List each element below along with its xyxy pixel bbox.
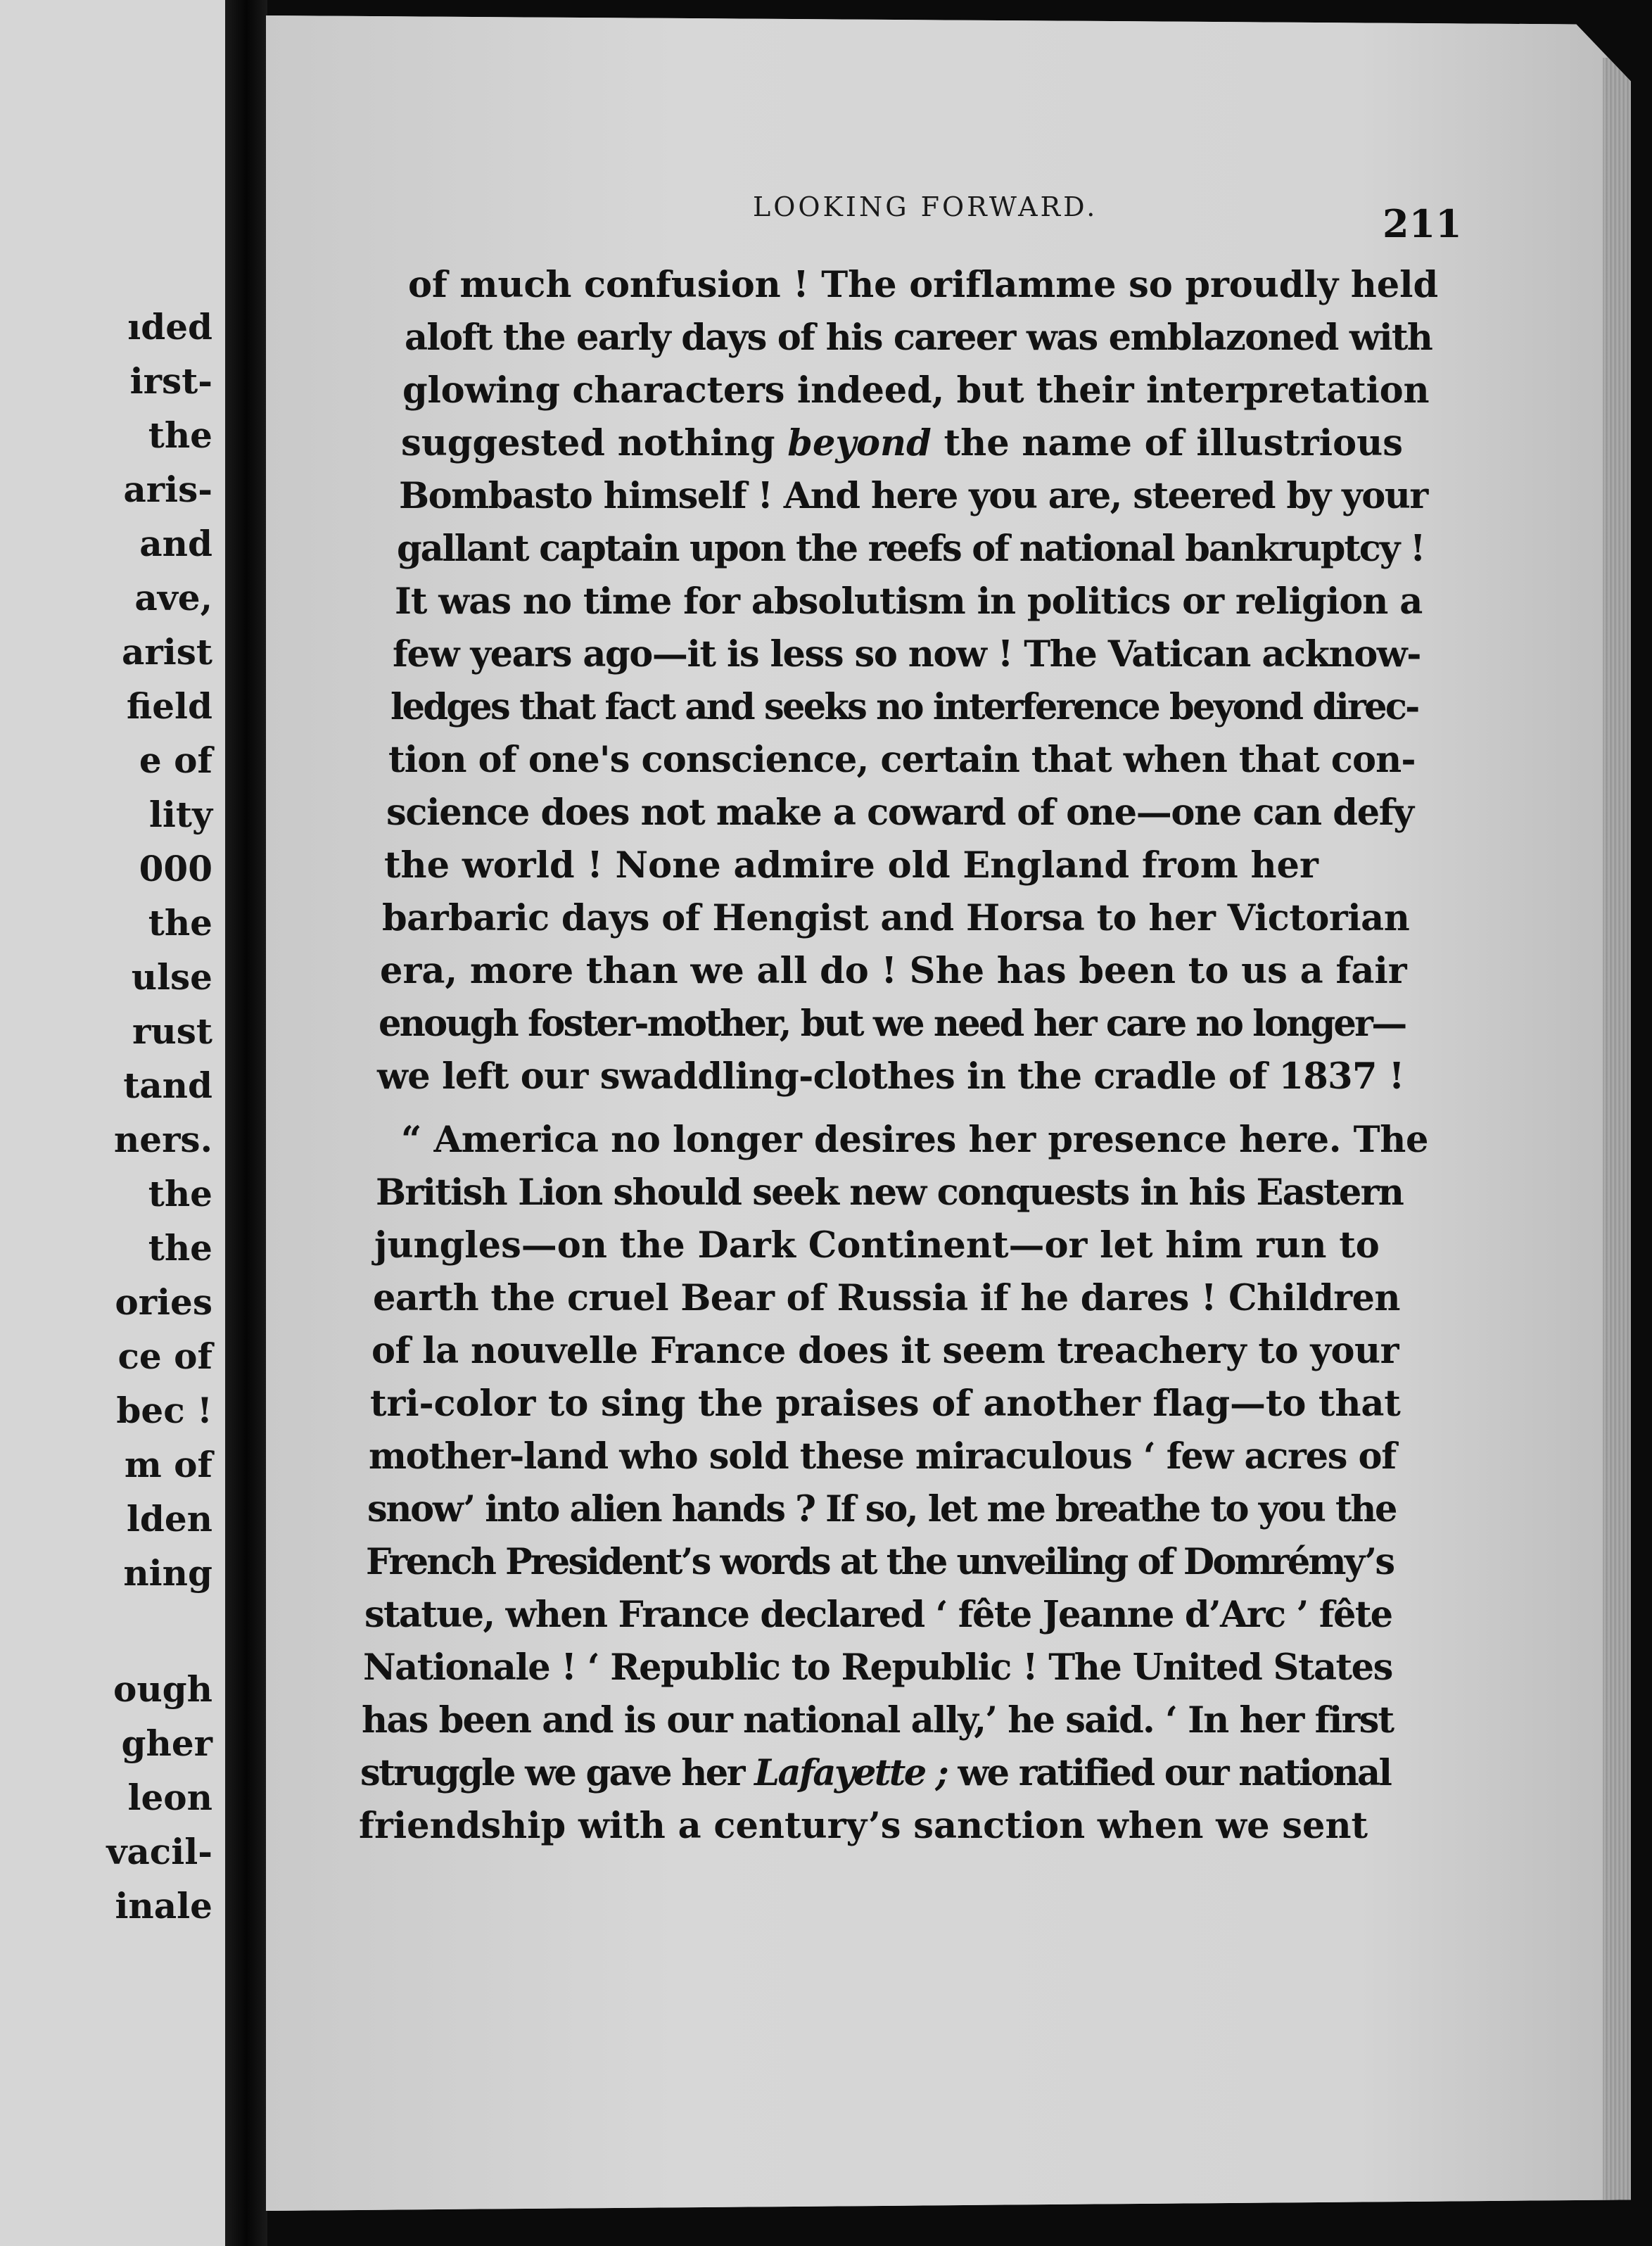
left-line: arist <box>122 631 212 673</box>
left-line: ners. <box>113 1119 212 1160</box>
left-line: irst- <box>129 360 212 402</box>
text-line: Bombasto himself ! And here you are, steered by your <box>399 475 1428 517</box>
left-line: the <box>148 414 212 456</box>
left-line: ulse <box>131 956 212 998</box>
text-line: glowing characters indeed, but their interpretation <box>402 369 1430 412</box>
left-line: the <box>148 1227 212 1269</box>
text-line: aloft the early days of his career was emblazoned with <box>405 317 1432 359</box>
left-line: ning <box>123 1552 212 1594</box>
left-line: ıded <box>127 306 212 348</box>
text-line: friendship with a century’s sanction when we sent <box>359 1805 1368 1847</box>
left-line: m of <box>124 1444 212 1485</box>
text-run: we ratified our national <box>947 1752 1391 1794</box>
left-line: tand <box>123 1065 212 1106</box>
text-line: of la nouvelle France does it seem treachery to your <box>371 1330 1399 1372</box>
text-line: earth the cruel Bear of Russia if he dares ! Children <box>373 1277 1400 1319</box>
left-line: gher <box>121 1722 212 1764</box>
left-line: lden <box>126 1498 212 1540</box>
text-line <box>360 1752 1391 1794</box>
text-line: Nationale ! ‘ Republic to Republic ! The United States <box>363 1647 1392 1689</box>
text-line: science does not make a coward of one—one can defy <box>386 792 1413 834</box>
text-line: British Lion should seek new conquests in his Eastern <box>376 1172 1404 1214</box>
text-line: “ America no longer desires her presence here. The <box>401 1119 1429 1161</box>
left-line: ories <box>115 1281 212 1323</box>
text-run: suggested nothing <box>401 422 788 464</box>
left-line: field <box>126 685 212 727</box>
left-line: the <box>148 1173 212 1214</box>
left-line: 000 <box>139 848 212 889</box>
text-line: gallant captain upon the reefs of national bankruptcy ! <box>397 528 1425 570</box>
left-line: rust <box>132 1010 212 1052</box>
text-line: French President’s words at the unveiling of Domrémy’s <box>366 1541 1394 1583</box>
left-line: the <box>148 902 212 944</box>
text-line: of much confusion ! The oriflamme so proudly held <box>408 264 1439 306</box>
previous-page-fragment <box>0 0 225 2246</box>
text-line <box>401 422 1403 464</box>
left-line: aris- <box>123 469 212 510</box>
left-line: ce of <box>117 1335 212 1377</box>
text-line: jungles—on the Dark Continent—or let him run to <box>374 1224 1380 1267</box>
text-line: the world ! None admire old England from her <box>384 844 1319 887</box>
running-title: LOOKING FORWARD. <box>753 191 1098 222</box>
left-line: lity <box>148 794 212 835</box>
text-line: tri-color to sing the praises of another flag—to that <box>370 1383 1401 1425</box>
text-line: statue, when France declared ‘ fête Jeanne d’Arc ’ fête <box>364 1594 1392 1636</box>
book-gutter <box>225 0 267 2246</box>
text-line: It was no time for absolutism in politics or religion a <box>395 580 1423 623</box>
text-line: era, more than we all do ! She has been to us a fair <box>380 950 1407 992</box>
page-number: 211 <box>1383 201 1462 246</box>
text-line: mother-land who sold these miraculous ‘ few acres of <box>369 1435 1396 1478</box>
left-line: and <box>139 523 212 564</box>
left-line: leon <box>127 1777 212 1818</box>
left-line: ough <box>113 1668 212 1710</box>
text-line: few years ago—it is less so now ! The Vatican acknow- <box>393 633 1421 675</box>
text-run: the name of illustrious <box>931 422 1403 464</box>
left-line: ave, <box>134 577 212 618</box>
left-line: e of <box>139 740 212 781</box>
italic-name: Lafayette ; <box>754 1752 948 1794</box>
text-line: tion of one's conscience, certain that when that con- <box>388 739 1416 781</box>
text-line: we left our swaddling-clothes in the cradle of 1837 ! <box>377 1055 1404 1098</box>
left-line: inale <box>115 1885 212 1927</box>
text-line: ledges that fact and seeks no interference beyond direc- <box>390 686 1418 728</box>
text-line: snow’ into alien hands ? If so, let me breathe to you the <box>367 1488 1397 1530</box>
text-line: enough foster-mother, but we need her care no longer— <box>379 1003 1406 1045</box>
text-line: barbaric days of Hengist and Horsa to her Victorian <box>382 897 1410 939</box>
page-edge <box>1603 58 1631 2211</box>
text-line: has been and is our national ally,’ he said. ‘ In her first <box>362 1699 1394 1741</box>
left-line: bec ! <box>116 1390 212 1431</box>
italic-word: beyond <box>787 422 932 464</box>
text-run: struggle we gave her <box>360 1752 755 1794</box>
left-line: vacil- <box>106 1831 212 1872</box>
